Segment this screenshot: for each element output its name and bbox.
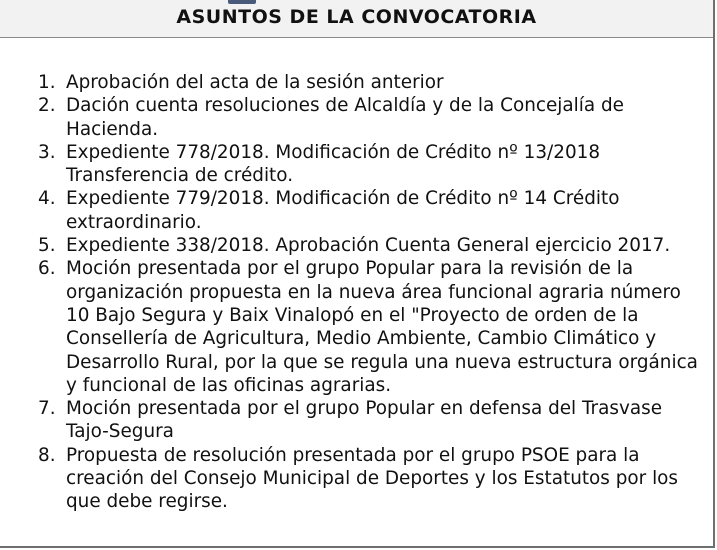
agenda-item xyxy=(38,257,708,397)
agenda-item xyxy=(38,234,708,257)
agenda-item-number: 2. xyxy=(38,95,56,117)
agenda-item xyxy=(38,141,708,188)
agenda-item xyxy=(38,444,708,514)
agenda-item-text: Expediente 338/2018. Aprobación Cuenta General ejercicio 2017. xyxy=(66,235,671,257)
agenda-item-text: Propuesta de resolución presentada por el grupo PSOE para la creación del Consejo Municipal de Deportes y los Estatutos por los que debe regirse. xyxy=(66,444,679,513)
agenda-item-number: 6. xyxy=(38,258,56,280)
agenda-item-text: Moción presentada por el grupo Popular en defensa del Trasvase Tajo-Segura xyxy=(66,398,663,443)
agenda-item-text: Dación cuenta resoluciones de Alcaldía y de la Concejalía de Hacienda. xyxy=(66,95,624,140)
agenda-item xyxy=(38,94,708,141)
agenda-item-number: 8. xyxy=(38,444,56,466)
agenda-item-number: 1. xyxy=(38,72,56,93)
header-tab-marker xyxy=(228,0,256,4)
agenda-item-number: 3. xyxy=(38,141,56,163)
agenda-item xyxy=(38,71,708,94)
agenda-item-text: Expediente 778/2018. Modificación de Crédito nº 13/2018 Transferencia de crédito. xyxy=(66,141,601,187)
agenda-item xyxy=(38,187,708,234)
agenda-item-number: 5. xyxy=(38,235,56,257)
agenda-list xyxy=(38,71,708,514)
agenda-item-text: Aprobación del acta de la sesión anterior xyxy=(66,72,444,93)
agenda-item-number: 4. xyxy=(38,188,56,210)
agenda-item-text: Expediente 779/2018. Modificación de Crédito nº 14 Crédito extraordinario. xyxy=(66,188,620,233)
agenda-item xyxy=(38,397,708,444)
section-title: ASUNTOS DE LA CONVOCATORIA xyxy=(176,6,537,28)
agenda-item-number: 7. xyxy=(38,398,56,420)
agenda-item-text: Moción presentada por el grupo Popular para la revisión de la organización propuesta en la nueva área funcional agraria número 10 Bajo Segura y Baix Vinalopó en el "Proyecto de orden de la Consellería de Agricultura, Medio Ambiente, Cambio Climático y Desarrollo Rural, por la que se regula una nueva estructura orgánica y funcional de las oficinas agrarias. xyxy=(66,258,698,396)
section-header xyxy=(0,0,713,38)
